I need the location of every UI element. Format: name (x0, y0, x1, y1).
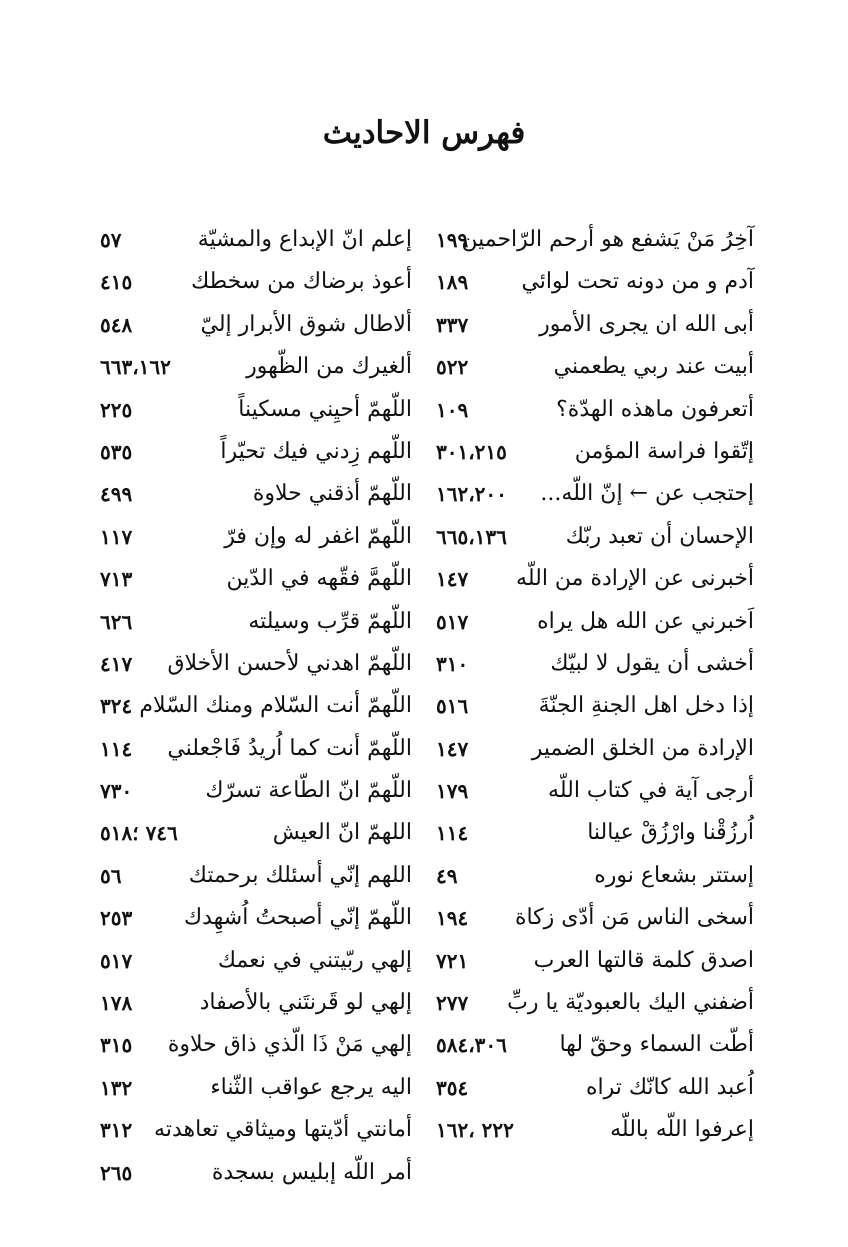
index-entry (436, 517, 754, 559)
page-reference: ١٧٨ (100, 991, 133, 1016)
page-reference: ٤٩٩ (100, 482, 133, 507)
page-reference: ٢٢٢ ،١٦٢ (436, 1118, 514, 1143)
page-reference: ١٤٧ (436, 567, 469, 592)
page-reference: ١٠٩ (436, 397, 469, 422)
page-reference: ٤١٥ (100, 270, 133, 295)
page-reference: ٦٦٣،١٦٢ (100, 355, 171, 380)
hadith-text: آدم و من دونه تحت لوائي (521, 269, 754, 295)
index-entry (100, 474, 412, 516)
page-reference: ٧٢١ (436, 948, 469, 973)
hadith-text: أخشى أن يقول لا لبيّك (550, 650, 754, 676)
index-entry (436, 347, 754, 389)
index-entry (436, 1110, 754, 1152)
hadith-text: إستتر بشعاع نوره (594, 862, 754, 888)
hadith-text: اللّهمّ انّ الطّاعة تسرّك (205, 778, 412, 804)
hadith-text: أتعرفون ماهذه الهدّة؟ (556, 396, 754, 422)
page-reference: ١١٤ (100, 736, 133, 761)
hadith-text: إلهي مَنْ ذَا الّذي ذاق حلاوة (167, 1032, 412, 1058)
index-entry (436, 305, 754, 347)
index-entry (436, 729, 754, 771)
index-entry (100, 347, 412, 389)
hadith-text: آخِرُ مَنْ يَشفع هو أرحم الرّاحمين (461, 227, 754, 252)
index-entry (436, 983, 754, 1025)
hadith-text: الإرادة من الخلق الضمير (531, 735, 754, 761)
page-reference: ٤٩ (436, 863, 458, 888)
index-entry (100, 686, 412, 728)
index-entry (436, 941, 754, 983)
hadith-text: اللهمّ انّ العيش (272, 820, 412, 846)
index-entry (100, 983, 412, 1025)
index-entry (100, 1025, 412, 1067)
index-entry (436, 686, 754, 728)
page-reference: ٥٤٨ (100, 312, 133, 337)
hadith-text: ألغيرك من الظّهور (246, 354, 412, 380)
hadith-text: اللّهمّ إنّي أصبحتُ اُشهِدك (183, 905, 412, 931)
page-reference: ٥٦ (100, 863, 122, 888)
index-entry (436, 559, 754, 601)
index-entry (100, 1068, 412, 1110)
hadith-text: إذا دخل اهل الجنةِ الجنّةَ (538, 693, 754, 719)
hadith-text: اللّهم زِدني فيك تحيّراً (220, 438, 412, 464)
index-entry (100, 1153, 412, 1195)
hadith-text: أمانتي أدّيتها وميثاقي تعاهدته (154, 1117, 412, 1143)
page-reference: ٢٢٥ (100, 397, 133, 422)
hadith-text: اللهم إنّي أسئلك برحمتك (188, 862, 412, 888)
page-reference: ١٧٩ (436, 779, 469, 804)
hadith-text: اللّهمَّ فقّهه في الدّين (226, 566, 412, 592)
index-entry (100, 220, 412, 262)
hadith-text: إعرفوا اللّه باللّه (610, 1117, 754, 1143)
page-reference: ٣٠١،٢١٥ (436, 439, 507, 464)
page-reference: ٦٢٦ (100, 609, 133, 634)
page-reference: ٧١٣ (100, 567, 133, 592)
hadith-text: أعوذ برضاك من سخطك (191, 269, 412, 295)
index-entry (436, 390, 754, 432)
index-column-left (100, 220, 412, 1195)
page-reference: ٣٣٧ (436, 312, 469, 337)
page-reference: ٣٥٤ (436, 1075, 469, 1100)
hadith-text: إلهي لو قَرنتَني بالأصفاد (199, 990, 412, 1016)
hadith-text: أبيت عند ربي يطعمني (553, 354, 754, 380)
hadith-text: اُعبد الله كانّك تراه (585, 1074, 754, 1100)
hadith-text: إحتجب عن ← إنّ اللّه... (540, 481, 754, 507)
index-entry (100, 262, 412, 304)
index-entry (436, 220, 754, 262)
hadith-text: اللّهمّ أحيِني مسكيناً (238, 396, 412, 422)
index-entry (436, 474, 754, 516)
page-reference: ٧٣٠ (100, 779, 133, 804)
index-entry (436, 813, 754, 855)
index-entry (100, 1110, 412, 1152)
page-reference: ١٩٩ (436, 228, 469, 252)
page-reference: ١٨٩ (436, 270, 469, 295)
index-column-right (436, 220, 754, 1153)
hadith-text: أضفني اليك بالعبوديّة يا ربِّ (507, 990, 754, 1016)
hadith-text: اللّهمّ اهدني لأحسن الأخلاق (167, 650, 412, 676)
index-entry (100, 771, 412, 813)
hadith-text: اُرزُقْنا وارْزُقْ عيالنا (587, 820, 754, 846)
index-entry (436, 1025, 754, 1067)
hadith-text: اليه يرجع عواقب الثّناء (210, 1074, 412, 1100)
page-reference: ١٩٤ (436, 906, 469, 931)
index-entry (100, 602, 412, 644)
hadith-text: اللّهمّ أذقني حلاوة (252, 481, 412, 507)
hadith-text: أخبرنى عن الإرادة من اللّه (516, 566, 754, 592)
page-reference: ٥١٦ (436, 694, 469, 719)
hadith-text: أرجى آية في كتاب اللّه (548, 778, 754, 804)
hadith-text: اصدق كلمة قالتها العرب (533, 947, 754, 973)
hadith-text: أبى الله ان يجرى الأمور (539, 311, 754, 337)
page-reference: ٥٢٢ (436, 355, 469, 380)
index-entry (100, 305, 412, 347)
page-reference: ٥٧ (100, 228, 122, 252)
hadith-text: أمر اللّه إبليس بسجدة (211, 1159, 412, 1185)
index-entry (100, 941, 412, 983)
hadith-text: اللّهمّ أنت كما اُريدُ فَاجْعلني (167, 735, 412, 761)
hadith-text: إلهي ربّيتني في نعمك (217, 947, 412, 973)
page-reference: ١٦٢،٢٠٠ (436, 482, 507, 507)
index-entry (100, 432, 412, 474)
index-entry (436, 262, 754, 304)
page-reference: ٣١٠ (436, 651, 469, 676)
page-reference: ٥١٧ (436, 609, 469, 634)
hadith-text: اللّهمّ أنت السّلام ومنك السّلام (139, 693, 412, 719)
index-entry (100, 729, 412, 771)
page-reference: ٢٦٥ (100, 1160, 133, 1185)
hadith-text: اللّهمّ اغفر له وإن فرّ (224, 523, 412, 549)
page-reference: ٦٦٥،١٣٦ (436, 524, 507, 549)
index-entry (436, 602, 754, 644)
page-reference: ٧٤٦ ؛٥١٨ (100, 821, 178, 846)
index-entry (436, 1068, 754, 1110)
index-entry (100, 813, 412, 855)
page-reference: ٥١٧ (100, 948, 133, 973)
hadith-text: أطّت السماء وحقّ لها (559, 1032, 754, 1058)
hadith-text: إتّقوا فراسة المؤمن (574, 438, 754, 464)
page-reference: ٥٨٤،٣٠٦ (436, 1033, 507, 1058)
page-reference: ٤١٧ (100, 651, 133, 676)
page-reference: ٣١٥ (100, 1033, 133, 1058)
page-reference: ٢٧٧ (436, 991, 469, 1016)
hadith-text: أسخى الناس مَن أدّى زكاة (514, 905, 754, 931)
index-entry (436, 432, 754, 474)
hadith-text: اَخبرني عن الله هل يراه (537, 608, 754, 634)
index-entry (436, 771, 754, 813)
index-entry (100, 390, 412, 432)
index-entry (100, 559, 412, 601)
page-reference: ١١٧ (100, 524, 133, 549)
index-entry (436, 856, 754, 898)
index-entry (436, 898, 754, 940)
hadith-text: ألاطال شوق الأبرار إليّ (200, 311, 412, 337)
hadith-text: الإحسان أن تعبد ربّك (565, 523, 754, 549)
page-reference: ٣١٢ (100, 1118, 133, 1143)
index-entry (436, 644, 754, 686)
index-entry (100, 517, 412, 559)
page-reference: ٢٥٣ (100, 906, 133, 931)
page-reference: ١٤٧ (436, 736, 469, 761)
hadith-text: اللّهمّ قرِّب وسيلته (248, 608, 412, 634)
index-entry (100, 898, 412, 940)
page-reference: ٥٣٥ (100, 439, 133, 464)
page-reference: ٣٢٤ (100, 694, 133, 719)
index-entry (100, 644, 412, 686)
hadith-text: إعلم انّ الإبداع والمشيّة (197, 227, 412, 252)
index-entry (100, 856, 412, 898)
page-reference: ١١٤ (436, 821, 469, 846)
page-title: فهرس الاحاديث (322, 115, 526, 151)
page-reference: ١٣٢ (100, 1075, 133, 1100)
